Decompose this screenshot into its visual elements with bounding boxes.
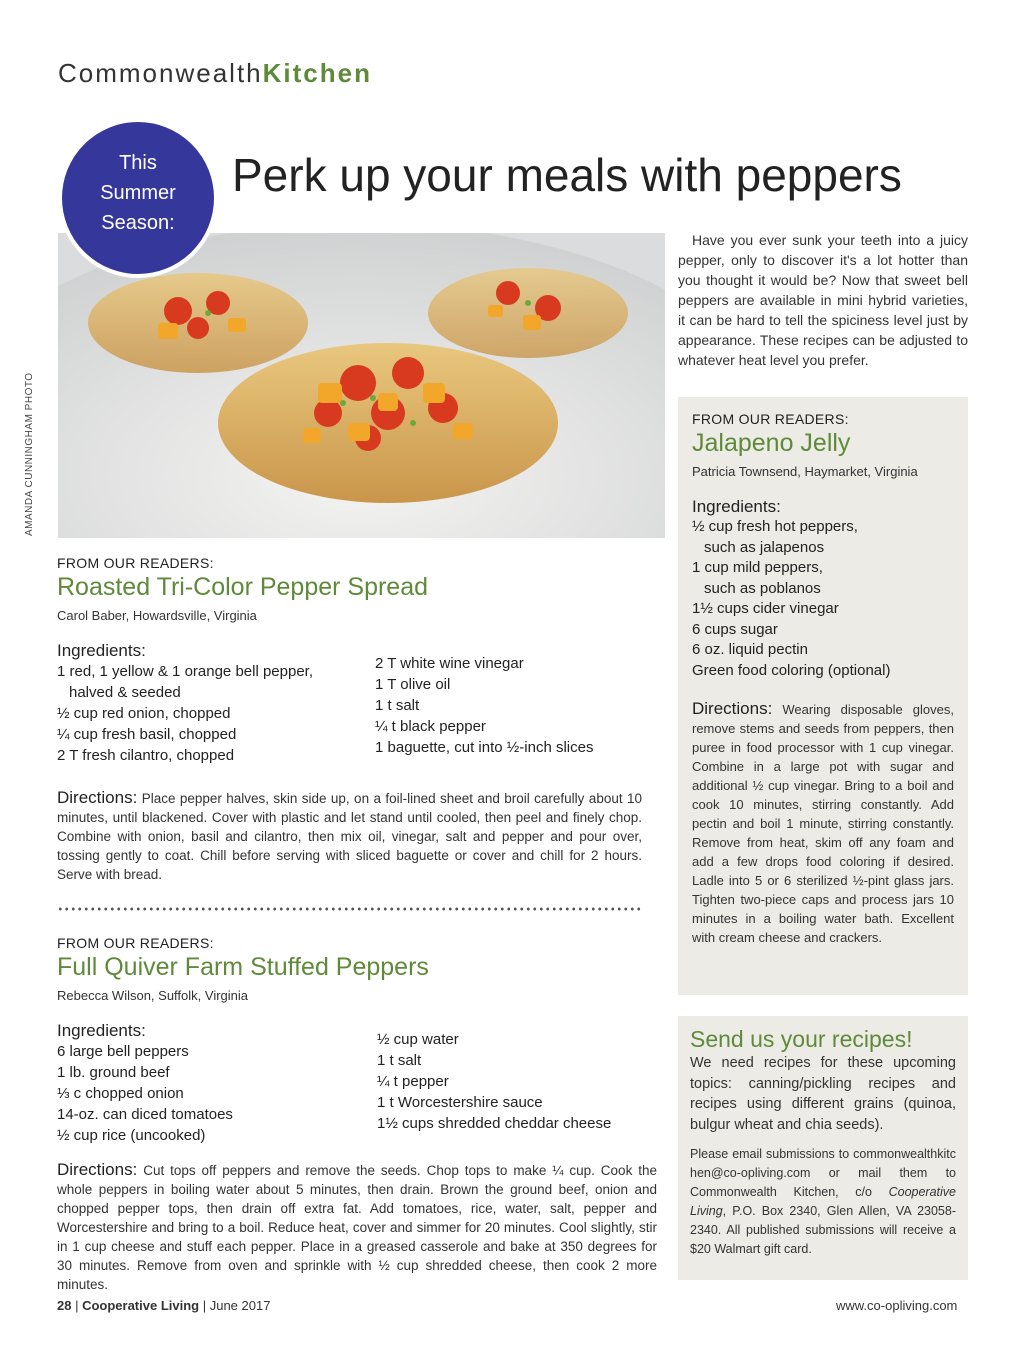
send-instructions	[690, 1145, 956, 1259]
directions-heading: Directions:	[57, 1160, 138, 1179]
ingredient-item: 6 oz. liquid pectin	[692, 641, 808, 658]
ingredients-col-2	[377, 1029, 611, 1146]
ingredient-item: ⅓ c chopped onion	[57, 1085, 184, 1102]
directions-heading: Directions:	[57, 788, 138, 807]
recipe-directions	[57, 1160, 657, 1294]
send-text: or mail them to Commonwealth Kitchen, c/o	[690, 1166, 956, 1199]
ingredient-item: 1 red, 1 yellow & 1 orange bell pepper,	[57, 663, 314, 680]
season-badge	[58, 118, 218, 278]
recipe-title: Jalapeno Jelly	[692, 429, 851, 457]
ingredient-item: ½ cup rice (uncooked)	[57, 1127, 206, 1144]
ingredient-item: ¼ cup fresh basil, chopped	[57, 726, 237, 743]
ingredients-col-2	[375, 653, 593, 766]
brand-logo	[58, 58, 372, 89]
footer-date: June 2017	[209, 1298, 271, 1313]
badge-line1: This	[119, 152, 157, 174]
directions-heading: Directions:	[692, 699, 773, 718]
recipe-byline: Rebecca Wilson, Suffolk, Virginia	[57, 988, 249, 1003]
sidebar-jalapeno-jelly	[678, 397, 968, 995]
ingredient-item: 6 large bell peppers	[57, 1043, 189, 1060]
ingredient-item: 1 lb. ground beef	[57, 1064, 170, 1081]
recipe-directions	[57, 788, 642, 884]
ingredient-item: 2 T white wine vinegar	[375, 655, 524, 672]
send-recipes-box	[678, 1016, 968, 1280]
directions-text: Place pepper halves, skin side up, on a foil-lined sheet and broil carefully about 10 minutes, until blackened. Cover with plastic and let stand until cooled, then peel and finely chop. Combine with onion, basil and cilantro, then mix oil, vinegar, salt and pepper and pour over, tossing gently to coat. Chill before serving with sliced baguette or cover and chill for 2 hours. Serve with bread.	[57, 791, 642, 882]
brand-part1: Commonwealth	[58, 58, 263, 88]
photo-credit-text: AMANDA CUNNINGHAM PHOTO	[24, 372, 35, 536]
directions-text: Wearing disposable gloves, remove stems and seeds from peppers, then puree in food processor with 1 cup vinegar. Combine in a large pot with sugar and additional ½ cup vinegar. Bring to a boil and cook 10 minutes, stirring constantly. Add pectin and boil 1 minute, stirring constantly. Remove from heat, skim off any foam and add a few drops food coloring if desired. Ladle into 5 or 6 sterilized ½-pint glass jars. Tighten two-piece caps and process jars 10 minutes in a boiling water bath. Excellent with cream cheese and crackers.	[692, 702, 954, 945]
dotted-divider	[57, 906, 642, 912]
recipe-kicker: FROM OUR READERS:	[57, 935, 214, 951]
ingredient-item: ¼ t black pepper	[375, 718, 486, 735]
ingredient-item: such as poblanos	[704, 579, 821, 597]
ingredient-item: ½ cup red onion, chopped	[57, 705, 231, 722]
page-title: Perk up your meals with peppers	[232, 149, 902, 201]
ingredients-heading: Ingredients:	[692, 497, 781, 516]
ingredient-item: ½ cup fresh hot peppers,	[692, 518, 858, 535]
ingredient-item: 1 t salt	[377, 1052, 422, 1069]
ingredient-item: 6 cups sugar	[692, 620, 778, 638]
ingredient-item: 1 t Worcestershire sauce	[377, 1094, 543, 1111]
ingredient-item: 14-oz. can diced tomatoes	[57, 1106, 233, 1123]
recipe-roasted-spread	[57, 555, 647, 884]
recipe-title: Full Quiver Farm Stuffed Peppers	[57, 953, 429, 981]
ingredients-heading: Ingredients:	[57, 641, 146, 660]
page-number: 28	[57, 1298, 72, 1313]
send-text: , P.O. Box 2340, Glen Allen, VA 23058-2340. All published submissions will receive a $20 Walmart gift card.	[690, 1204, 956, 1256]
ingredients-heading: Ingredients:	[57, 1021, 146, 1040]
recipe-stuffed-peppers	[57, 935, 657, 1294]
ingredient-item: 1 baguette, cut into ½-inch slices	[375, 739, 594, 756]
ingredient-item: Green food coloring (optional)	[692, 661, 891, 679]
ingredient-item: 1½ cups cider vinegar	[692, 600, 839, 617]
ingredient-item: 1 cup mild peppers,	[692, 559, 823, 576]
ingredient-item: 1 t salt	[375, 697, 420, 714]
ingredient-item: such as jalapenos	[704, 538, 825, 556]
ingredient-item: ¼ t pepper	[377, 1073, 449, 1090]
ingredient-item: halved & seeded	[69, 684, 181, 701]
footer-separator: |	[199, 1298, 210, 1313]
email-link[interactable]: commonwealthkitchen@co-opliving.com	[690, 1147, 956, 1180]
footer-separator: |	[71, 1298, 83, 1313]
footer-url[interactable]: www.co-opliving.com	[836, 1298, 958, 1313]
magazine-name: Cooperative Living	[690, 1185, 956, 1218]
badge-line2: Summer	[100, 182, 176, 204]
footer-left	[57, 1298, 270, 1313]
badge-line3: Season:	[101, 212, 175, 234]
recipe-directions	[692, 699, 954, 947]
brand-part2: Kitchen	[262, 58, 372, 88]
recipe-kicker: FROM OUR READERS:	[692, 411, 849, 427]
send-title: Send us your recipes!	[690, 1026, 913, 1052]
food-photo	[58, 233, 665, 538]
send-text: Please email submissions to	[690, 1147, 854, 1161]
intro-paragraph: Have you ever sunk your teeth into a juicy pepper, only to discover it's a lot hotter than you thought it would be? Now that sweet bell peppers are available in mini hybrid varieties, it can be hard to tell the spiciness level just by appearance. These recipes can be adjusted to whatever heat level you prefer.	[678, 232, 968, 368]
recipe-kicker: FROM OUR READERS:	[57, 555, 214, 571]
photo-credit	[20, 372, 40, 540]
recipe-byline: Carol Baber, Howardsville, Virginia	[57, 608, 257, 623]
ingredients-col-1	[57, 661, 375, 766]
send-body: We need recipes for these upcoming topics: canning/pickling recipes and recipes using different grains (quinoa, bulgur wheat and chia seeds).	[690, 1055, 956, 1133]
ingredients-col-1	[57, 1041, 377, 1146]
recipe-byline: Patricia Townsend, Haymarket, Virginia	[692, 464, 918, 479]
recipe-title: Roasted Tri-Color Pepper Spread	[57, 573, 429, 601]
ingredient-item: 2 T fresh cilantro, chopped	[57, 747, 235, 764]
ingredients-list	[692, 517, 954, 681]
ingredient-item: ½ cup water	[377, 1031, 459, 1048]
footer-magazine: Cooperative Living	[82, 1298, 200, 1313]
directions-text: Cut tops off peppers and remove the seeds. Chop tops to make ¼ cup. Cook the whole peppers in boiling water about 5 minutes, then drain. Brown the ground beef, onion and chopped pepper tops, then drain off extra fat. Add tomatoes, rice, water, salt, pepper and Worcestershire and bring to a boil. Reduce heat, cover and simmer for 20 minutes. Cool slightly, stir in 1 cup cheese and stuff each pepper. Place in a greased casserole and bake at 350 degrees for 30 minutes. Remove from oven and sprinkle with ½ cup shredded cheese, then cook 2 more minutes.	[57, 1163, 657, 1292]
ingredient-item: 1 T olive oil	[375, 676, 451, 693]
ingredient-item: 1½ cups shredded cheddar cheese	[377, 1115, 612, 1132]
